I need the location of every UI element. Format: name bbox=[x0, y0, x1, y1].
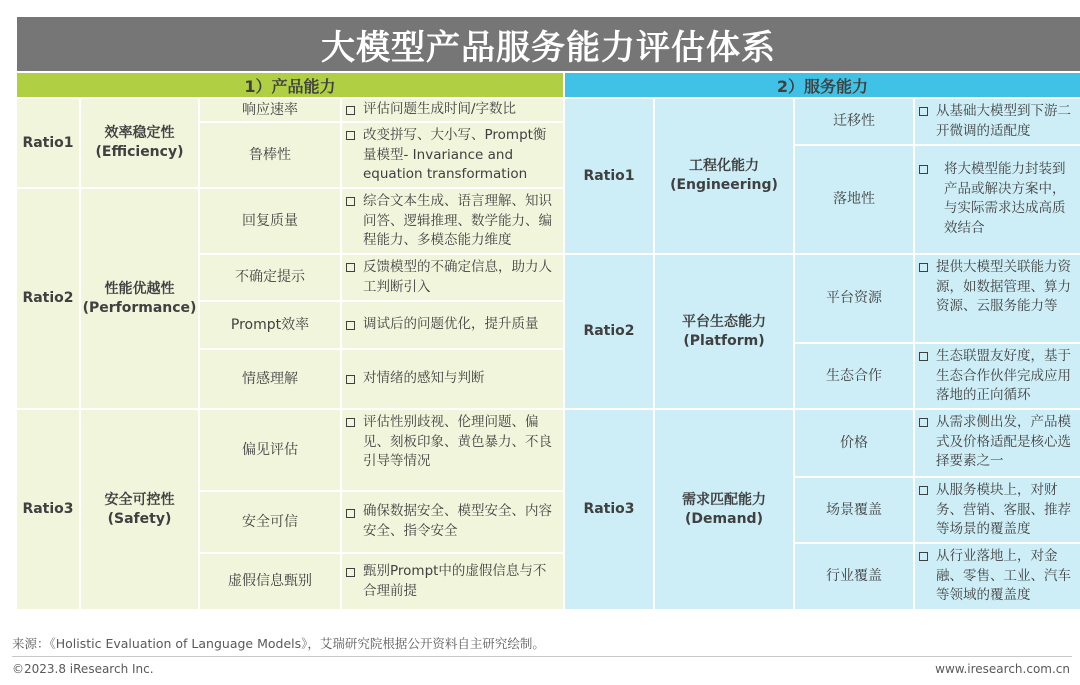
item-label-transferability: 迁移性 bbox=[795, 99, 913, 144]
page-title: 大模型产品服务能力评估体系 bbox=[17, 17, 1080, 71]
checkbox-icon bbox=[346, 568, 355, 577]
group-name-en: (Engineering) bbox=[670, 177, 778, 193]
item-label-price: 价格 bbox=[795, 410, 913, 476]
service-group-demand bbox=[655, 410, 793, 609]
checkbox-icon bbox=[919, 552, 928, 561]
product-group-efficiency bbox=[81, 99, 198, 187]
group-name: 性能优越性 bbox=[104, 280, 175, 297]
item-desc-safe-trustworthy: 确保数据安全、模型安全、内容安全、指令安全 bbox=[342, 492, 563, 552]
checkbox-icon bbox=[346, 263, 355, 272]
group-name: 效率稳定性 bbox=[104, 125, 175, 142]
checkbox-icon bbox=[919, 107, 928, 116]
service-ratio3: Ratio3 bbox=[565, 410, 653, 609]
item-desc-deployability: 将大模型能力封装到产品或解决方案中，与实际需求达成高质效结合 bbox=[915, 146, 1080, 253]
item-desc-robustness: 改变拼写、大小写、Prompt衡量模型- Invariance and equation transformation bbox=[342, 123, 563, 187]
group-name: 需求匹配能力 bbox=[682, 491, 766, 508]
service-group-engineering bbox=[655, 99, 793, 253]
checkbox-icon bbox=[346, 197, 355, 206]
item-label-deployability: 落地性 bbox=[795, 146, 913, 253]
item-desc-transferability: 从基础大模型到下游二开微调的适配度 bbox=[915, 99, 1080, 144]
service-ratio1: Ratio1 bbox=[565, 99, 653, 253]
source-note: 来源：《Holistic Evaluation of Language Models》，艾瑞研究院根据公开资料自主研究绘制。 bbox=[12, 636, 545, 651]
product-group-safety bbox=[81, 410, 198, 609]
item-label-emotion-understanding: 情感理解 bbox=[200, 350, 340, 408]
item-label-safe-trustworthy: 安全可信 bbox=[200, 492, 340, 552]
checkbox-icon bbox=[346, 375, 355, 384]
item-desc-prompt-efficiency: 调试后的问题优化，提升质量 bbox=[342, 302, 563, 348]
checkbox-icon bbox=[919, 165, 928, 174]
item-label-ecosystem-cooperation: 生态合作 bbox=[795, 344, 913, 408]
checkbox-icon bbox=[346, 418, 355, 427]
item-desc-ecosystem-cooperation: 生态联盟友好度，基于生态合作伙伴完成应用落地的正向循环 bbox=[915, 344, 1080, 408]
item-label-scenario-coverage: 场景覆盖 bbox=[795, 478, 913, 542]
checkbox-icon bbox=[919, 486, 928, 495]
item-desc-uncertainty-hint: 反馈模型的不确定信息，助力人工判断引入 bbox=[342, 255, 563, 300]
item-label-prompt-efficiency: Prompt效率 bbox=[200, 302, 340, 348]
item-desc-price: 从需求侧出发，产品模式及价格适配是核心选择要素之一 bbox=[915, 410, 1080, 476]
checkbox-icon bbox=[919, 352, 928, 361]
product-group-performance bbox=[81, 189, 198, 408]
group-name: 安全可控性 bbox=[104, 491, 175, 508]
item-label-misinformation-detection: 虚假信息甄别 bbox=[200, 554, 340, 609]
item-label-reply-quality: 回复质量 bbox=[200, 189, 340, 253]
product-capability-header: 1）产品能力 bbox=[17, 73, 563, 97]
item-label-uncertainty-hint: 不确定提示 bbox=[200, 255, 340, 300]
item-desc-scenario-coverage: 从服务模块上，对财务、营销、客服、推荐等场景的覆盖度 bbox=[915, 478, 1080, 542]
checkbox-icon bbox=[919, 418, 928, 427]
item-desc-bias-evaluation: 评估性别歧视、伦理问题、偏见、刻板印象、黄色暴力、不良引导等情况 bbox=[342, 410, 563, 490]
item-desc-emotion-understanding: 对情绪的感知与判断 bbox=[342, 350, 563, 408]
group-name-en: (Platform) bbox=[683, 332, 765, 349]
product-ratio1: Ratio1 bbox=[17, 99, 79, 187]
footer-divider bbox=[12, 656, 1072, 657]
group-name-en: (Performance) bbox=[82, 299, 197, 316]
checkbox-icon bbox=[346, 509, 355, 518]
item-desc-misinformation-detection: 甄别Prompt中的虚假信息与不合理前提 bbox=[342, 554, 563, 609]
group-name-en: (Efficiency) bbox=[95, 144, 184, 160]
product-ratio2: Ratio2 bbox=[17, 189, 79, 408]
service-ratio2: Ratio2 bbox=[565, 255, 653, 408]
item-label-robustness: 鲁棒性 bbox=[200, 123, 340, 187]
item-desc-reply-quality: 综合文本生成、语言理解、知识问答、逻辑推理、数学能力、编程能力、多模态能力维度 bbox=[342, 189, 563, 253]
item-label-platform-resources: 平台资源 bbox=[795, 255, 913, 342]
service-capability-header: 2）服务能力 bbox=[565, 73, 1080, 97]
website-link[interactable]: www.iresearch.com.cn bbox=[935, 662, 1070, 676]
item-label-industry-coverage: 行业覆盖 bbox=[795, 544, 913, 609]
item-desc-platform-resources: 提供大模型关联能力资源，如数据管理、算力资源、云服务能力等 bbox=[915, 255, 1080, 342]
item-label-response-rate: 响应速率 bbox=[200, 99, 340, 121]
checkbox-icon bbox=[346, 321, 355, 330]
item-label-bias-evaluation: 偏见评估 bbox=[200, 410, 340, 490]
product-ratio3: Ratio3 bbox=[17, 410, 79, 609]
group-name-en: (Safety) bbox=[107, 510, 172, 527]
item-desc-industry-coverage: 从行业落地上，对金融、零售、工业、汽车等领域的覆盖度 bbox=[915, 544, 1080, 609]
group-name: 工程化能力 bbox=[689, 158, 759, 175]
checkbox-icon bbox=[346, 106, 355, 115]
copyright: ©2023.8 iResearch Inc. bbox=[12, 662, 154, 676]
item-desc-response-rate: 评估问题生成时间/字数比 bbox=[342, 99, 563, 121]
service-group-platform bbox=[655, 255, 793, 408]
group-name-en: (Demand) bbox=[685, 510, 763, 527]
checkbox-icon bbox=[919, 263, 928, 272]
group-name: 平台生态能力 bbox=[682, 313, 766, 330]
checkbox-icon bbox=[346, 131, 355, 140]
